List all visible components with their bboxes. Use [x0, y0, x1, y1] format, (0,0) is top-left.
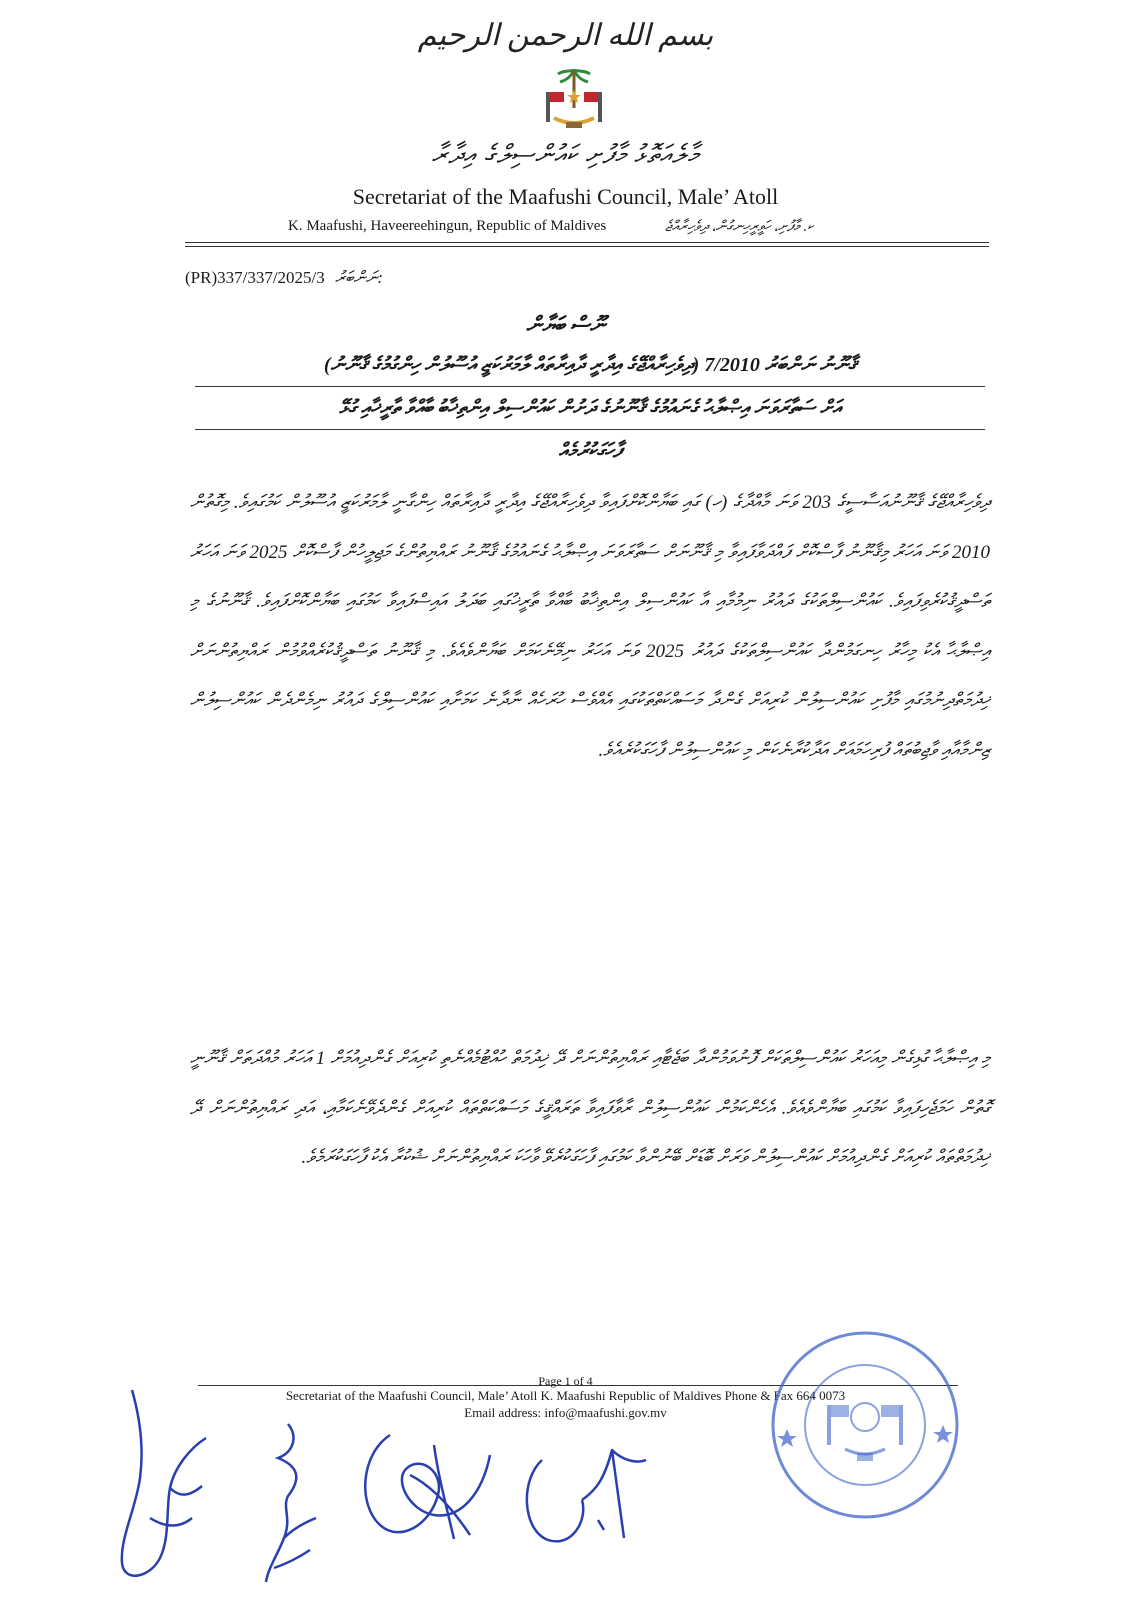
signature-4 — [512, 1420, 652, 1560]
office-title-english: Secretariat of the Maafushi Council, Male’ Atoll — [352, 184, 779, 209]
page-number: Page 1 of 4 — [538, 1374, 593, 1388]
office-address-english: K. Maafushi, Haveereehingun, Republic of Maldives — [288, 218, 607, 234]
reference-value: (PR)337/337/2025/3 — [185, 268, 325, 287]
footer-contact-line: Secretariat of the Maafushi Council, Male’ Atoll K. Maafushi Republic of Maldives Phone & Fax 664 0073 — [285, 1388, 846, 1403]
state-emblem-icon — [540, 62, 608, 132]
header-divider — [185, 242, 989, 243]
reference-label: ނަންބަރު: — [335, 268, 384, 287]
council-seal-stamp — [765, 1325, 965, 1525]
subject-line: ޤާނޫނު ނަންބަރު 7/2010 (ދިވެހިރާއްޖޭގެ އިދާރީ ދާއިރާތައް ލާމަރުކަޒީ އުސޫލުން ހިންގުމުގެ ޤާނޫނު) — [195, 344, 985, 387]
subject-line: އަށް ސަތާރަވަނަ އިޞްލާޙު ގެނައުމުގެ ޤާނޫނުގެ ދަށުން ކައުންސިލް އިންތިޚާބު ބާއްވާ ތާރީޚާއި ގުޅޭ — [195, 387, 985, 430]
subject-line: ފާހަގަކުރުމެއް — [558, 440, 622, 462]
header-divider-secondary — [185, 246, 989, 247]
office-address-dhivehi: ކ. މާފުށި، ހަވީރީހިނގުން، ދިވެހިރާއްޖެ — [665, 219, 814, 235]
signature-2 — [258, 1418, 328, 1588]
bismillah-calligraphy: بسم الله الرحمن الرحيم — [417, 19, 714, 52]
document-heading: ނޫސް ބަޔާން — [526, 312, 605, 337]
footer-email: Email address: info@maafushi.gov.mv — [464, 1405, 667, 1420]
body-paragraph: ދިވެހިރާއްޖޭގެ ޤާނޫނުއަސާސީގެ 203 ވަނަ މާއްދާގެ (ހ) ގައި ބަޔާންކޮށްފައިވާ ދިވެހިރާއްޖޭގެ އިދާރީ ދާއިރާތައް ހިންގާނީ ލާމަރުކަޒީ އުސޫލުން ކަމުގައިވެ. މިގޮތުން 2010 ވަނަ އަހަރު މިޤާނޫނު ފާސްކޮށް ފައްދަވާފައިވާ މި ޤާނޫނަށް ސަތާރަވަނަ އިޞްލާޙު ގެނައުމުގެ ޤާނޫނު ރައްޔިތުންގެ މަޖިލީހުން ފާސްކޮށް 2025 ވަނަ އަހަރު ތަސްދީޤުކުރެވިފައިވެ. ކައުންސިލްތަކުގެ ދައުރު ނިމުމާއި އާ ކައުންސިލް އިންތިޚާބު ބާއްވާ ތާރީޚުގައި ބަދަލު އައިސްފައިވާ ކަމުގައި ބަޔާންކޮށްފައިވެ. ޤާނޫނުގެ މި އިޞްލާޙާ އެކު މިހާރު ހިނގަމުންދާ ކައުންސިލްތަކުގެ ދައުރު 2025 ވަނަ އަހަރު ނިމޭނެކަމަށް ބަޔާންވެއެވެ. މި ޤާނޫނު ތަސްދީޤުކުރެއްވުމުން ރައްޔިތުންނަށް ޚިދުމަތްދިނުމުގައި މާފުށި ކައުންސިލުން ކުރިއަށް ގެންދާ މަސައްކަތްތަކުގައި އެއްވެސް ހުރަހެއް ނާދާނެ ކަމަށާއި ކައުންސިލްގެ ދައުރު ނިމެންދެން ކައުންސިލުން ޒިންމާއާއި ވާޖިބުތައް ފުރިހަމައަށް އަދާކުރާނެކަން މި ކައުންސިލުން ފާހަގަކުރެއެވެ. — [190, 492, 990, 761]
signature-1 — [110, 1378, 220, 1588]
office-title-dhivehi: މާލެއަތޮޅު މާފުށި ކައުންސިލްގެ އިދާރާ — [431, 140, 700, 169]
reference-number — [185, 268, 383, 288]
body-paragraph: މި އިޞްލާޙާ ގުޅިގެން މިއަހަރު ކައުންސިލްތަކަށް ފޮނުވަމުންދާ ބަޖެޓާއި ރައްޔިތުންނަށް ދޭ ޚިދުމަތް ހުއްޓުމެއްނެތި ކުރިއަށް ގެންދިއުމަށް 1 އަހަރު މުއްދަތަށް ޤާނޫނީ ގޮތުން ހަމަޖެހިފައިވާ ކަމުގައި ބަޔާންވެއެވެ. އެހެންކަމުން ކައުންސިލުން ރާވާފައިވާ ތަރައްޤީގެ މަސައްކަތްތައް ކުރިއަށް ގެންދެވޭނެކަމާއި، އަދި ރައްޔިތުންނަށް ދޭ ޚިދުމަތްތައް ކުރިއަށް ގެންދިއުމަށް ކައުންސިލުން ވަރަށް ބޮޑަށް ބޭނުންވާ ކަމުގައި ފާހަގަކުރެވޭ ވާހަކަ ރައްޔިތުންނަށް ޝުކުރާ އެކު ފާހަގަކުރަމެވެ. — [190, 1048, 990, 1168]
signature-3 — [350, 1415, 500, 1555]
subject-block — [195, 344, 985, 472]
